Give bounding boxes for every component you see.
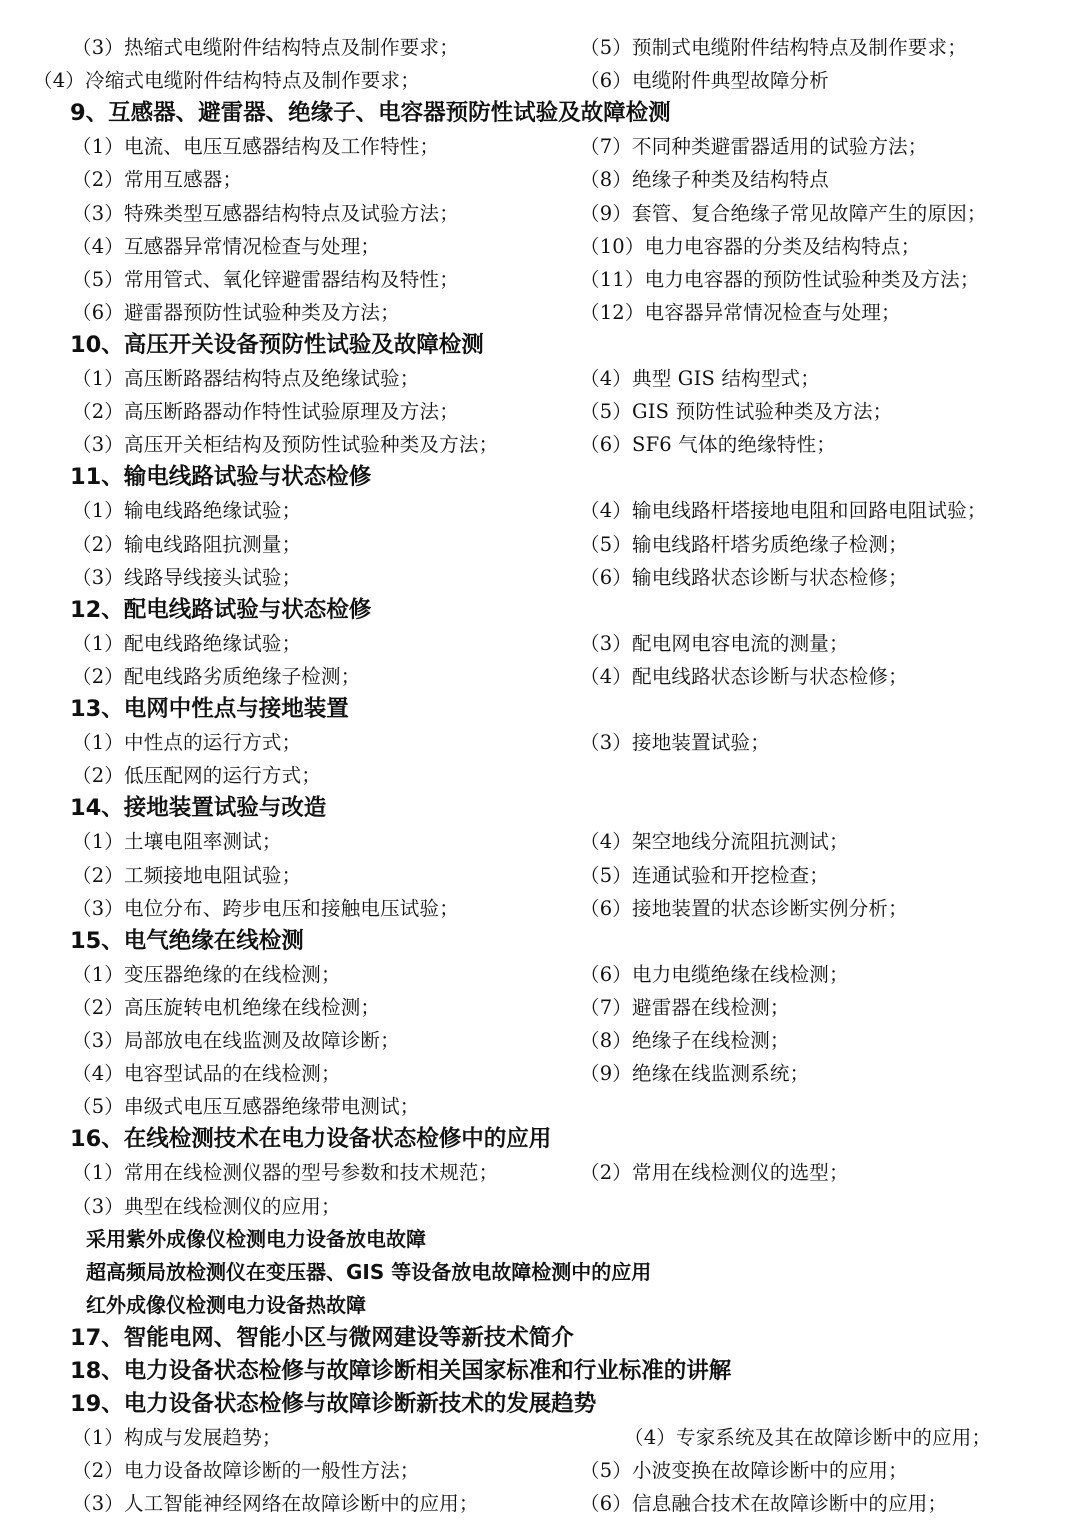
list-item-right: （12）电容器异常情况检查与处理； [580, 300, 901, 324]
list-item-left: （3）典型在线检测仪的应用； [72, 1194, 341, 1218]
item-row [0, 1487, 1080, 1520]
list-item-left: （3）线路导线接头试验； [72, 565, 302, 589]
list-item-left: （1）构成与发展趋势； [72, 1426, 282, 1450]
list-item-right: （4）典型 GIS 结构型式； [580, 367, 820, 390]
list-item-right: （6）电缆附件典型故障分析 [580, 69, 830, 93]
item-row [0, 892, 1080, 925]
list-item-right: （2）常用在线检测仪的选型； [580, 1161, 849, 1185]
subitem-row [0, 1289, 1080, 1322]
list-item-left: （2）低压配网的运行方式； [72, 764, 322, 788]
section-heading-row [0, 1322, 1080, 1355]
subitem-title: 红外成像仪检测电力设备热故障 [86, 1292, 366, 1317]
list-item-right: （6）信息融合技术在故障诊断中的应用； [580, 1492, 948, 1516]
list-item-right: （8）绝缘子在线检测； [580, 1029, 790, 1052]
list-item-left: （1）土壤电阻率测试； [72, 830, 282, 854]
list-item-left: （5）常用管式、氧化锌避雷器结构及特性； [72, 267, 459, 291]
item-row [0, 362, 1080, 395]
section-heading: 11、输电线路试验与状态检修 [70, 464, 372, 491]
section-heading: 9、互感器、避雷器、绝缘子、电容器预防性试验及故障检测 [70, 100, 671, 127]
list-item-right: （4）架空地线分流阻抗测试； [580, 830, 849, 854]
item-row [0, 1024, 1080, 1057]
list-item-right: （5）GIS 预防性试验种类及方法； [580, 400, 893, 424]
list-item-right: （4）配电线路状态诊断与状态检修； [580, 664, 908, 688]
item-row [0, 296, 1080, 329]
item-row [0, 859, 1080, 892]
item-row [0, 64, 1080, 97]
item-row [0, 825, 1080, 858]
item-row [0, 31, 1080, 64]
section-heading-row [0, 1388, 1080, 1421]
list-item-left: （1）变压器绝缘的在线检测； [72, 962, 341, 986]
item-row [0, 197, 1080, 230]
list-item-right: （5）输电线路杆塔劣质绝缘子检测； [580, 532, 908, 556]
list-item-left: （6）避雷器预防性试验种类及方法； [72, 300, 400, 324]
item-row [0, 1090, 1080, 1123]
item-row [0, 130, 1080, 163]
section-heading-row [0, 693, 1080, 726]
list-item-left: （3）局部放电在线监测及故障诊断； [72, 1029, 400, 1052]
list-item-left: （5）串级式电压互感器绝缘带电测试； [72, 1095, 420, 1119]
item-row [0, 991, 1080, 1024]
list-item-left: （4）冷缩式电缆附件结构特点及制作要求； [33, 69, 420, 93]
list-item-left: （2）配电线路劣质绝缘子检测； [72, 664, 361, 688]
section-heading: 15、电气绝缘在线检测 [70, 927, 304, 954]
list-item-right: （6）电力电缆绝缘在线检测； [580, 962, 849, 986]
subitem-title: 采用紫外成像仪检测电力设备放电故障 [86, 1226, 426, 1251]
section-heading: 14、接地装置试验与改造 [70, 795, 327, 822]
item-row [0, 395, 1080, 428]
section-heading-row [0, 594, 1080, 627]
item-row [0, 958, 1080, 991]
list-item-right: （9）绝缘在线监测系统； [580, 1062, 810, 1086]
list-item-left: （3）特殊类型互感器结构特点及试验方法； [72, 201, 459, 225]
section-heading-row [0, 97, 1080, 130]
list-item-left: （1）配电线路绝缘试验； [72, 631, 302, 655]
section-heading-row [0, 792, 1080, 825]
section-heading: 12、配电线路试验与状态检修 [70, 596, 372, 623]
list-item-right: （7）避雷器在线检测； [580, 995, 790, 1019]
subitem-row [0, 1223, 1080, 1256]
list-item-right: （9）套管、复合绝缘子常见故障产生的原因； [580, 201, 987, 225]
section-heading-row [0, 329, 1080, 362]
item-row [0, 263, 1080, 296]
section-heading-row [0, 461, 1080, 494]
item-row [0, 1057, 1080, 1090]
section-heading: 17、智能电网、智能小区与微网建设等新技术简介 [70, 1324, 574, 1351]
list-item-left: （1）输电线路绝缘试验； [72, 499, 302, 523]
list-item-left: （2）输电线路阻抗测量； [72, 532, 302, 556]
list-item-right: （3）配电网电容电流的测量； [580, 631, 849, 655]
section-heading: 16、在线检测技术在电力设备状态检修中的应用 [70, 1126, 552, 1153]
item-row [0, 1190, 1080, 1223]
item-row [0, 1454, 1080, 1487]
item-row [0, 428, 1080, 461]
item-row [0, 528, 1080, 561]
section-heading: 13、电网中性点与接地装置 [70, 696, 349, 722]
item-row [0, 1421, 1080, 1454]
item-row [0, 561, 1080, 594]
list-item-left: （3）热缩式电缆附件结构特点及制作要求； [72, 36, 459, 59]
item-row [0, 163, 1080, 196]
item-row [0, 627, 1080, 660]
section-heading-row [0, 925, 1080, 958]
list-item-left: （2）工频接地电阻试验； [72, 863, 302, 887]
list-item-right: （5）连通试验和开挖检查； [580, 863, 830, 887]
list-item-left: （2）高压旋转电机绝缘在线检测； [72, 995, 381, 1019]
list-item-right: （10）电力电容器的分类及结构特点； [580, 234, 921, 258]
list-item-right: （5）预制式电缆附件结构特点及制作要求； [580, 36, 967, 59]
section-heading-row [0, 1123, 1080, 1156]
section-heading: 10、高压开关设备预防性试验及故障检测 [70, 331, 484, 358]
list-item-right: （3）接地装置试验； [580, 731, 770, 755]
list-item-right: （8）绝缘子种类及结构特点 [580, 168, 830, 192]
list-item-left: （2）常用互感器； [72, 168, 243, 192]
list-item-left: （1）中性点的运行方式； [72, 731, 302, 755]
list-item-right: （4）输电线路杆塔接地电阻和回路电阻试验； [580, 499, 987, 523]
item-row [0, 759, 1080, 792]
list-item-right: （11）电力电容器的预防性试验种类及方法； [580, 267, 980, 291]
section-heading: 19、电力设备状态检修与故障诊断新技术的发展趋势 [70, 1391, 597, 1418]
list-item-left: （1）高压断路器结构特点及绝缘试验； [72, 367, 420, 390]
item-row [0, 230, 1080, 263]
list-item-left: （4）互感器异常情况检查与处理； [72, 234, 381, 258]
list-item-left: （2）高压断路器动作特性试验原理及方法； [72, 400, 459, 424]
item-row [0, 726, 1080, 759]
subitem-row [0, 1256, 1080, 1289]
item-row [0, 494, 1080, 527]
list-item-right: （5）小波变换在故障诊断中的应用； [580, 1459, 908, 1483]
section-heading-row [0, 1355, 1080, 1388]
subitem-title: 超高频局放检测仪在变压器、GIS 等设备放电故障检测中的应用 [86, 1259, 652, 1284]
list-item-left: （4）电容型试品的在线检测； [72, 1062, 341, 1086]
list-item-left: （3）高压开关柜结构及预防性试验种类及方法； [72, 433, 499, 457]
list-item-left: （1）电流、电压互感器结构及工作特性； [72, 135, 440, 159]
list-item-right: （7）不同种类避雷器适用的试验方法； [580, 135, 928, 159]
list-item-right: （4）专家系统及其在故障诊断中的应用； [624, 1426, 992, 1450]
list-item-left: （2）电力设备故障诊断的一般性方法； [72, 1459, 420, 1483]
list-item-left: （3）电位分布、跨步电压和接触电压试验； [72, 896, 459, 920]
list-item-left: （3）人工智能神经网络在故障诊断中的应用； [72, 1492, 479, 1516]
list-item-right: （6）输电线路状态诊断与状态检修； [580, 565, 908, 589]
item-row [0, 1156, 1080, 1189]
section-heading: 18、电力设备状态检修与故障诊断相关国家标准和行业标准的讲解 [70, 1358, 732, 1384]
list-item-right: （6）接地装置的状态诊断实例分析； [580, 896, 908, 920]
item-row [0, 660, 1080, 693]
list-item-left: （1）常用在线检测仪器的型号参数和技术规范； [72, 1161, 499, 1185]
list-item-right: （6）SF6 气体的绝缘特性； [580, 433, 836, 457]
